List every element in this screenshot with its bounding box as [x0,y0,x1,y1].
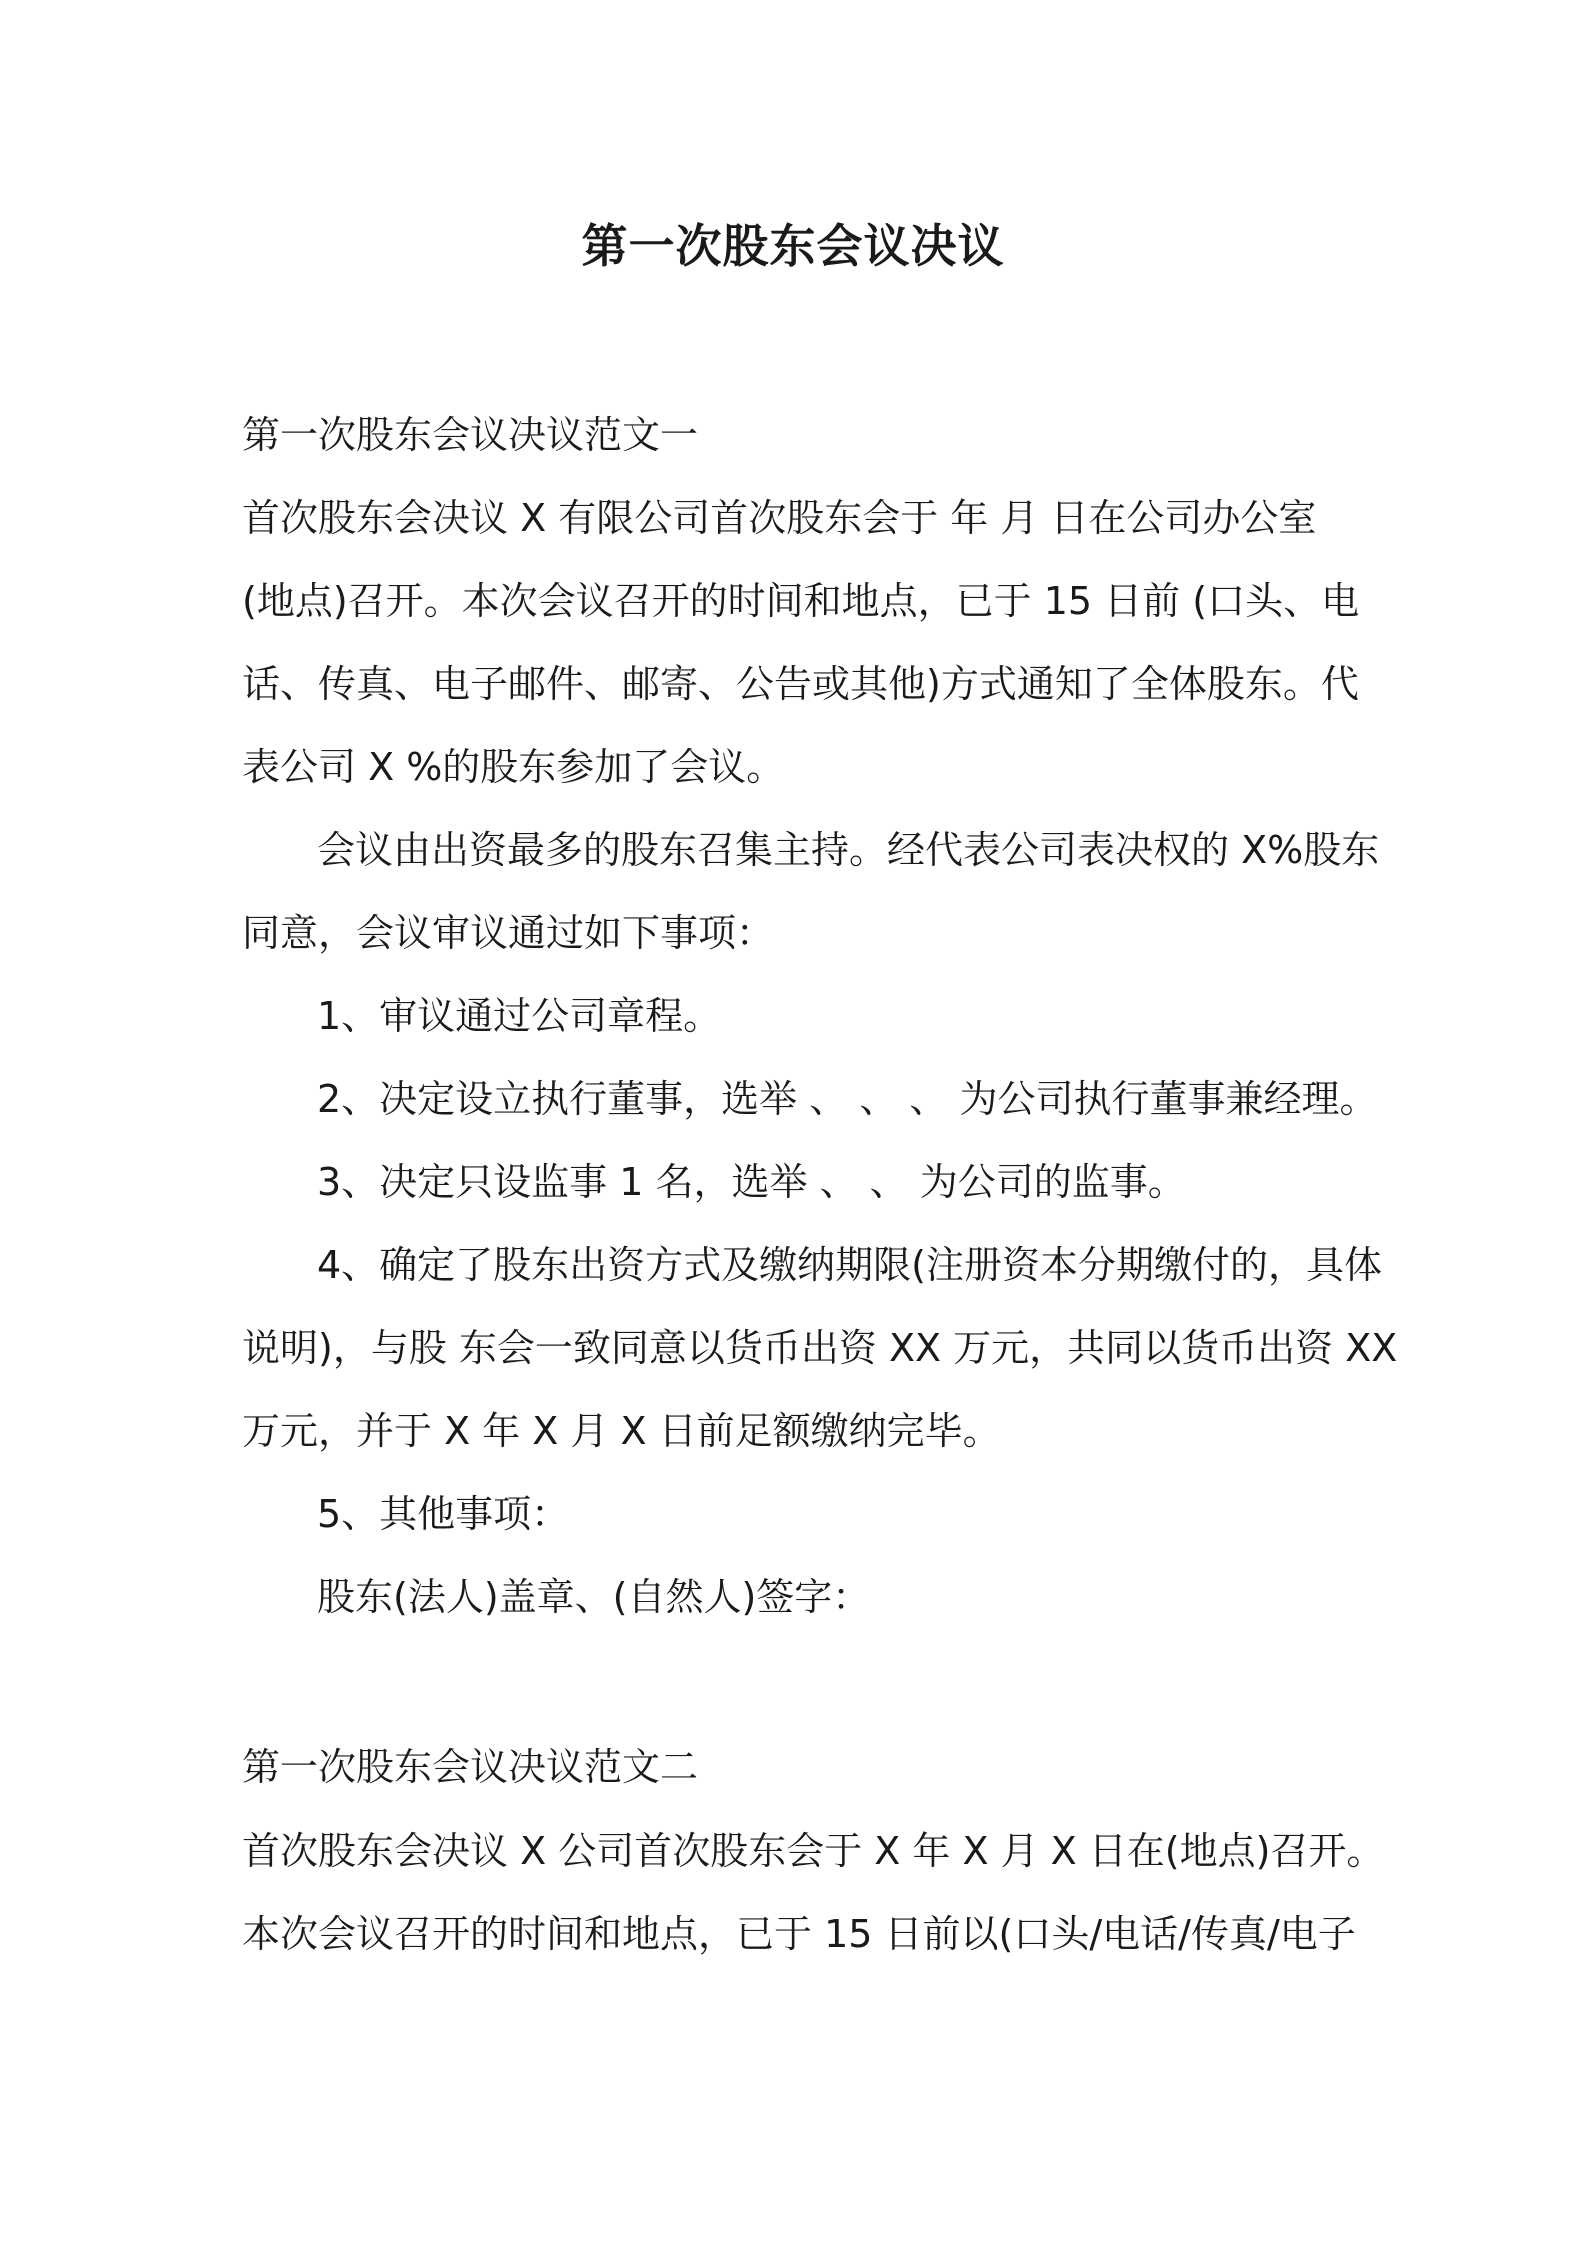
section1-item2: 2、决定设立执行董事，选举 、 、 、 为公司执行董事兼经理。 [317,1077,1378,1121]
section1-heading: 第一次股东会议决议范文一 [242,413,699,457]
section2-heading: 第一次股东会议决议范文二 [242,1745,699,1789]
section1-item4-line3: 万元，并于 X 年 X 月 X 日前足额缴纳完毕。 [242,1409,1001,1453]
section1-item1: 1、审议通过公司章程。 [317,994,722,1038]
section1-para1-line3: 话、传真、电子邮件、邮寄、公告或其他)方式通知了全体股东。代 [242,662,1359,706]
section1-item3: 3、决定只设监事 1 名，选举 、 、 为公司的监事。 [317,1160,1186,1204]
section1-para2-line1: 会议由出资最多的股东召集主持。经代表公司表决权的 X%股东 [317,828,1380,872]
section1-para1-line1: 首次股东会决议 X 有限公司首次股东会于 年 月 日在公司办公室 [242,496,1317,540]
section2-para1-line2: 本次会议召开的时间和地点，已于 15 日前以(口头/电话/传真/电子 [242,1912,1356,1956]
section1-signature: 股东(法人)盖章、(自然人)签字： [317,1575,871,1619]
document-title: 第一次股东会议决议 [581,219,1005,273]
section1-item4-line2: 说明)，与股 东会一致同意以货币出资 XX 万元，共同以货币出资 XX [242,1326,1398,1370]
section1-para1-line2: (地点)召开。本次会议召开的时间和地点，已于 15 日前 (口头、电 [242,579,1360,623]
section1-para2-line2: 同意，会议审议通过如下事项： [242,911,775,955]
section1-para1-line4: 表公司 X %的股东参加了会议。 [242,745,785,789]
section1-item5: 5、其他事项： [317,1492,570,1536]
section1-item4-line1: 4、确定了股东出资方式及缴纳期限(注册资本分期缴付的，具体 [317,1243,1383,1287]
section2-para1-line1: 首次股东会决议 X 公司首次股东会于 X 年 X 月 X 日在(地点)召开。 [242,1829,1385,1873]
